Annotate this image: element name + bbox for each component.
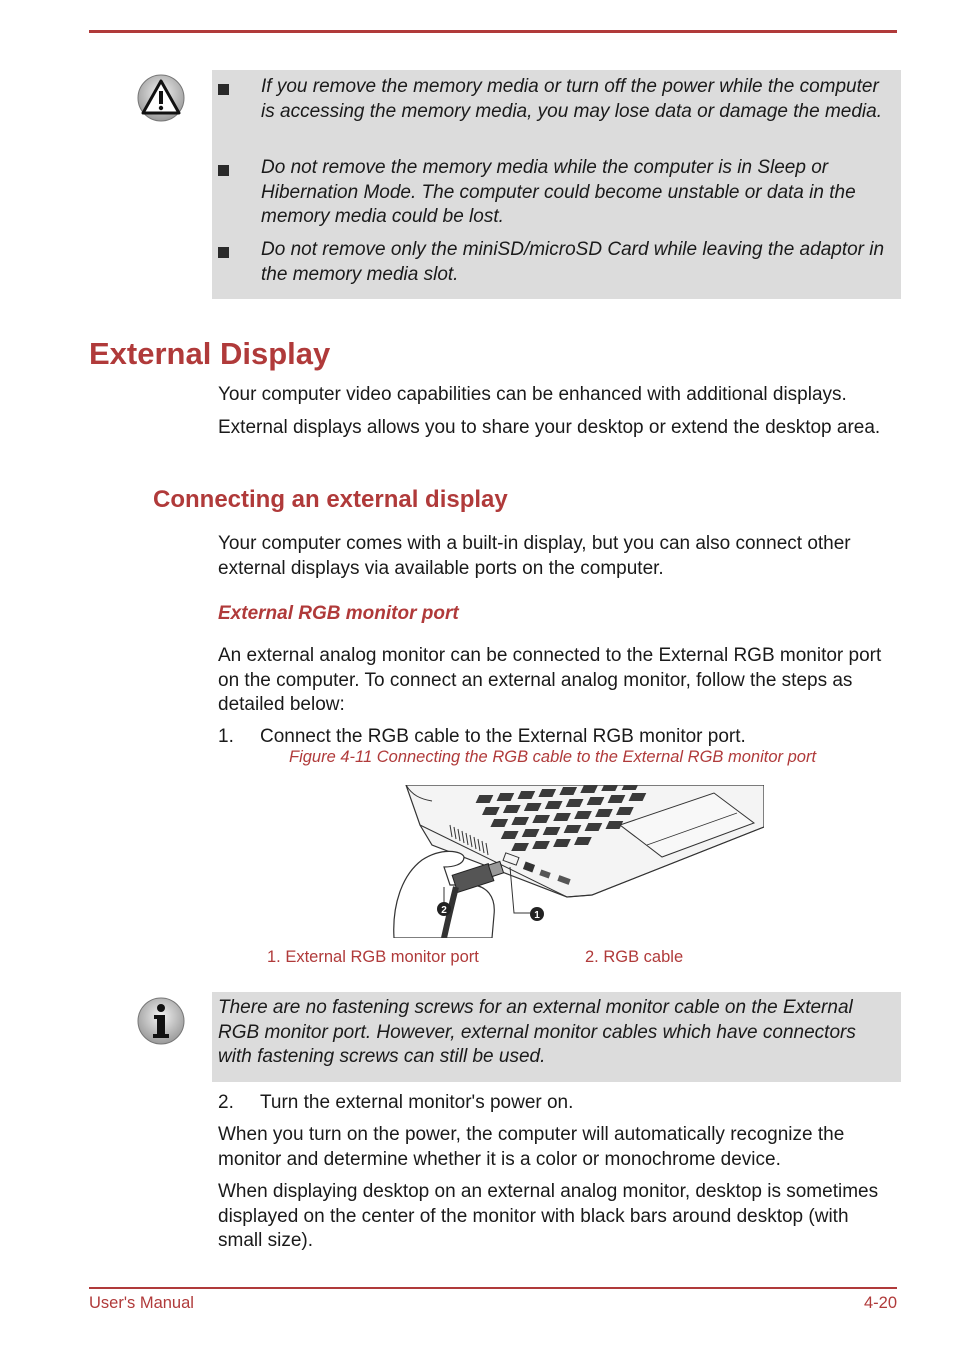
callout-2: 2 bbox=[441, 905, 447, 916]
figure-caption: Figure 4-11 Connecting the RGB cable to the External RGB monitor port bbox=[289, 748, 817, 766]
warning-item-text: If you remove the memory media or turn off the power while the computer is accessing the memory media, you may lose data or damage the media. bbox=[261, 76, 882, 122]
section-paragraph: Your computer video capabilities can be enhanced with additional displays. bbox=[218, 384, 847, 405]
body-paragraph: When displaying desktop on an external analog monitor, desktop is sometimes displayed on the center of the monitor with black bars around desktop (with small size). bbox=[218, 1181, 879, 1251]
body-paragraph: When you turn on the power, the computer will automatically recognize the monitor and determine whether it is a color or monochrome device. bbox=[218, 1124, 845, 1170]
section-paragraph: External displays allows you to share your desktop or extend the desktop area. bbox=[218, 417, 881, 438]
subsection-paragraph: Your computer comes with a built-in display, but you can also connect other external displays via available ports on the computer. bbox=[218, 533, 851, 579]
callout-1: 1 bbox=[534, 910, 540, 921]
footer-page-number: 4-20 bbox=[863, 1294, 897, 1312]
subsubsection-paragraph: An external analog monitor can be connected to the External RGB monitor port on the computer. To connect an external analog monitor, follow the steps as detailed below: bbox=[218, 645, 882, 715]
legend-item-1: 1. External RGB monitor port bbox=[267, 948, 479, 966]
bullet-square bbox=[218, 247, 229, 258]
footer-manual-title: User's Manual bbox=[89, 1294, 194, 1312]
bullet-square bbox=[218, 165, 229, 176]
info-note-text: There are no fastening screws for an external monitor cable on the External RGB monitor port. However, external monitor cables which have connectors with fastening screws can still be used. bbox=[218, 997, 856, 1067]
warning-item-text: Do not remove only the miniSD/microSD Card while leaving the adaptor in the memory media slot. bbox=[261, 239, 885, 285]
bottom-rule bbox=[89, 1287, 897, 1289]
info-icon bbox=[136, 996, 186, 1046]
step-text: Connect the RGB cable to the External RGB monitor port. bbox=[260, 726, 746, 747]
subsection-title: Connecting an external display bbox=[153, 486, 508, 513]
warning-item-text: Do not remove the memory media while the computer is in Sleep or Hibernation Mode. The computer could become unstable or data in the memory media could be lost. bbox=[261, 157, 856, 227]
legend-item-2: 2. RGB cable bbox=[585, 948, 684, 966]
step-text: Turn the external monitor's power on. bbox=[260, 1092, 574, 1113]
bullet-square bbox=[218, 84, 229, 95]
warning-icon bbox=[136, 73, 186, 123]
top-rule bbox=[89, 30, 897, 33]
subsubsection-title: External RGB monitor port bbox=[218, 603, 459, 624]
step-number: 2. bbox=[218, 1092, 234, 1113]
section-title: External Display bbox=[89, 336, 331, 371]
step-number: 1. bbox=[218, 726, 234, 747]
rgb-cable-figure bbox=[392, 785, 764, 938]
